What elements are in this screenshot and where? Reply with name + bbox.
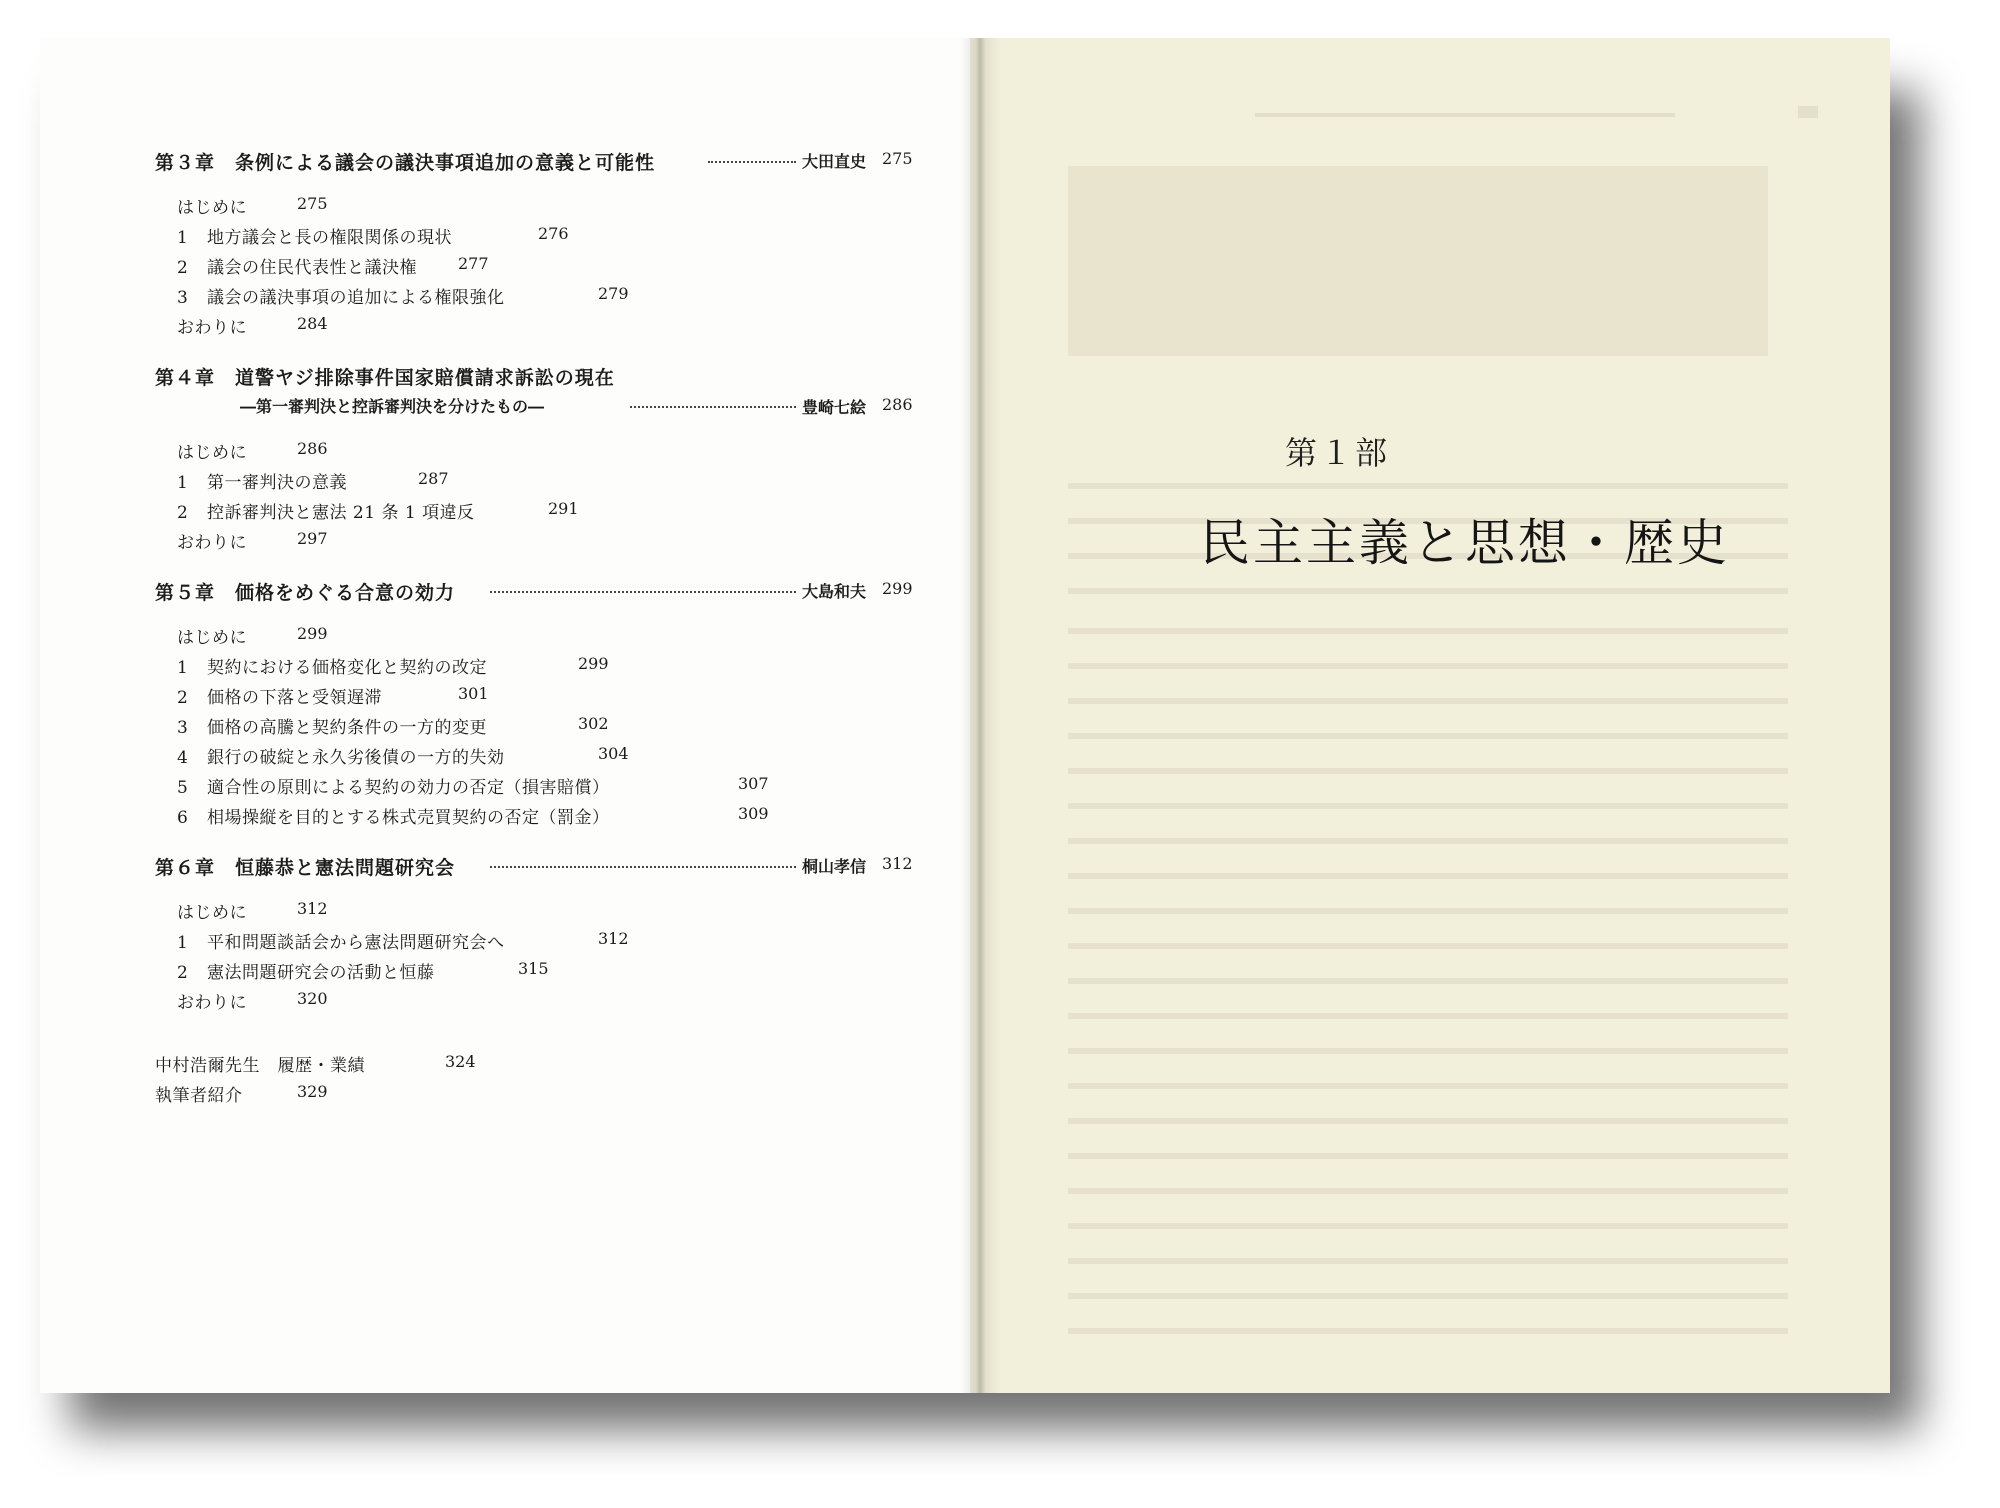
show-through-line (1068, 1328, 1788, 1334)
book-spread (40, 38, 1890, 1393)
show-through-page-number (1798, 106, 1818, 118)
toc-entry-page: 301 (458, 684, 489, 703)
show-through-line (1068, 768, 1788, 774)
show-through-line (1068, 483, 1788, 489)
left-page (40, 38, 970, 1393)
show-through-header (1255, 113, 1675, 117)
backmatter-entry: 中村浩爾先生 履歴・業績 (155, 1056, 365, 1076)
toc-entry: 4 銀行の破綻と永久劣後債の一方的失効 (177, 748, 505, 768)
show-through-line (1068, 1118, 1788, 1124)
show-through-line (1068, 698, 1788, 704)
toc-entry: はじめに (177, 443, 247, 463)
chapter-4-subtitle: ―第一審判決と控訴審判決を分けたもの― (240, 397, 545, 416)
show-through-line (1068, 1083, 1788, 1089)
toc-entry-page: 315 (518, 959, 549, 978)
toc-entry-page: 279 (598, 284, 629, 303)
show-through-line (1068, 1013, 1788, 1019)
toc-entry: 2 憲法問題研究会の活動と恒藤 (177, 963, 435, 983)
show-through-line (1068, 1258, 1788, 1264)
toc-entry: おわりに (177, 993, 247, 1013)
toc-entry-page: 309 (738, 804, 769, 823)
chapter-3-title: 第３章 条例による議会の議決事項追加の意義と可能性 (155, 152, 656, 174)
toc-entry: 5 適合性の原則による契約の効力の否定（損害賠償） (177, 778, 610, 798)
toc-entry-page: 291 (548, 499, 579, 518)
toc-entry-page: 286 (297, 439, 328, 458)
show-through-line (1068, 663, 1788, 669)
toc-entry-page: 297 (297, 529, 328, 548)
toc-entry: はじめに (177, 198, 247, 218)
toc-entry: 1 平和問題談話会から憲法問題研究会へ (177, 933, 505, 953)
show-through-line (1068, 733, 1788, 739)
toc-entry-page: 299 (578, 654, 609, 673)
toc-entry-page: 320 (297, 989, 328, 1008)
show-through-line (1068, 1153, 1788, 1159)
toc-entry-page: 312 (297, 899, 328, 918)
show-through-line (1068, 628, 1788, 634)
toc-entry-page: 277 (458, 254, 489, 273)
toc-entry: おわりに (177, 318, 247, 338)
backmatter-entry: 執筆者紹介 (155, 1086, 243, 1106)
backmatter-page: 324 (445, 1052, 476, 1071)
chapter-5-title: 第５章 価格をめぐる合意の効力 (155, 582, 456, 604)
part-number: 第１部 (1285, 434, 1391, 472)
toc-entry-page: 299 (297, 624, 328, 643)
chapter-6-title: 第６章 恒藤恭と憲法問題研究会 (155, 857, 456, 879)
toc-entry-page: 304 (598, 744, 629, 763)
toc-entry-page: 275 (297, 194, 328, 213)
book-gutter (960, 38, 1000, 1393)
show-through-line (1068, 943, 1788, 949)
toc-entry: 1 第一審判決の意義 (177, 473, 347, 493)
toc-entry: 6 相場操縦を目的とする株式売買契約の否定（罰金） (177, 808, 610, 828)
chapter-4-author: 豊崎七絵 (802, 398, 867, 417)
table-of-contents (40, 38, 970, 1393)
toc-entry: 3 議会の議決事項の追加による権限強化 (177, 288, 505, 308)
chapter-6-author: 桐山孝信 (802, 857, 867, 876)
right-page (970, 38, 1890, 1393)
show-through-line (1068, 1293, 1788, 1299)
backmatter-page: 329 (297, 1082, 328, 1101)
show-through-line (1068, 1223, 1788, 1229)
toc-entry: はじめに (177, 628, 247, 648)
show-through-line (1068, 838, 1788, 844)
leader-dots (490, 866, 796, 868)
toc-entry-page: 312 (598, 929, 629, 948)
show-through-line (1068, 873, 1788, 879)
show-through-line (1068, 1188, 1788, 1194)
toc-entry: 1 地方議会と長の権限関係の現状 (177, 228, 452, 248)
leader-dots (630, 406, 796, 408)
chapter-5-author: 大島和夫 (802, 582, 867, 601)
toc-entry: 3 価格の高騰と契約条件の一方的変更 (177, 718, 487, 738)
toc-entry-page: 307 (738, 774, 769, 793)
leader-dots (708, 161, 796, 163)
show-through-box (1068, 166, 1768, 356)
chapter-4-page: 286 (882, 395, 913, 414)
chapter-5-page: 299 (882, 579, 913, 598)
part-title: 民主主義と思想・歴史 (1200, 514, 1730, 572)
toc-entry-page: 276 (538, 224, 569, 243)
toc-entry-page: 287 (418, 469, 449, 488)
show-through-line (1068, 588, 1788, 594)
chapter-4-title: 第４章 道警ヤジ排除事件国家賠償請求訴訟の現在 (155, 367, 615, 389)
leader-dots (490, 591, 796, 593)
chapter-3-page: 275 (882, 149, 913, 168)
chapter-6-page: 312 (882, 854, 913, 873)
show-through-line (1068, 978, 1788, 984)
toc-entry: 2 価格の下落と受領遅滞 (177, 688, 382, 708)
show-through-line (1068, 908, 1788, 914)
show-through-line (1068, 1048, 1788, 1054)
toc-entry: おわりに (177, 533, 247, 553)
toc-entry-page: 284 (297, 314, 328, 333)
toc-entry-page: 302 (578, 714, 609, 733)
show-through-line (1068, 803, 1788, 809)
toc-entry: 1 契約における価格変化と契約の改定 (177, 658, 487, 678)
toc-entry: 2 控訴審判決と憲法 21 条 1 項違反 (177, 503, 475, 523)
toc-entry: はじめに (177, 903, 247, 923)
toc-entry: 2 議会の住民代表性と議決権 (177, 258, 417, 278)
chapter-3-author: 大田直史 (802, 152, 867, 171)
